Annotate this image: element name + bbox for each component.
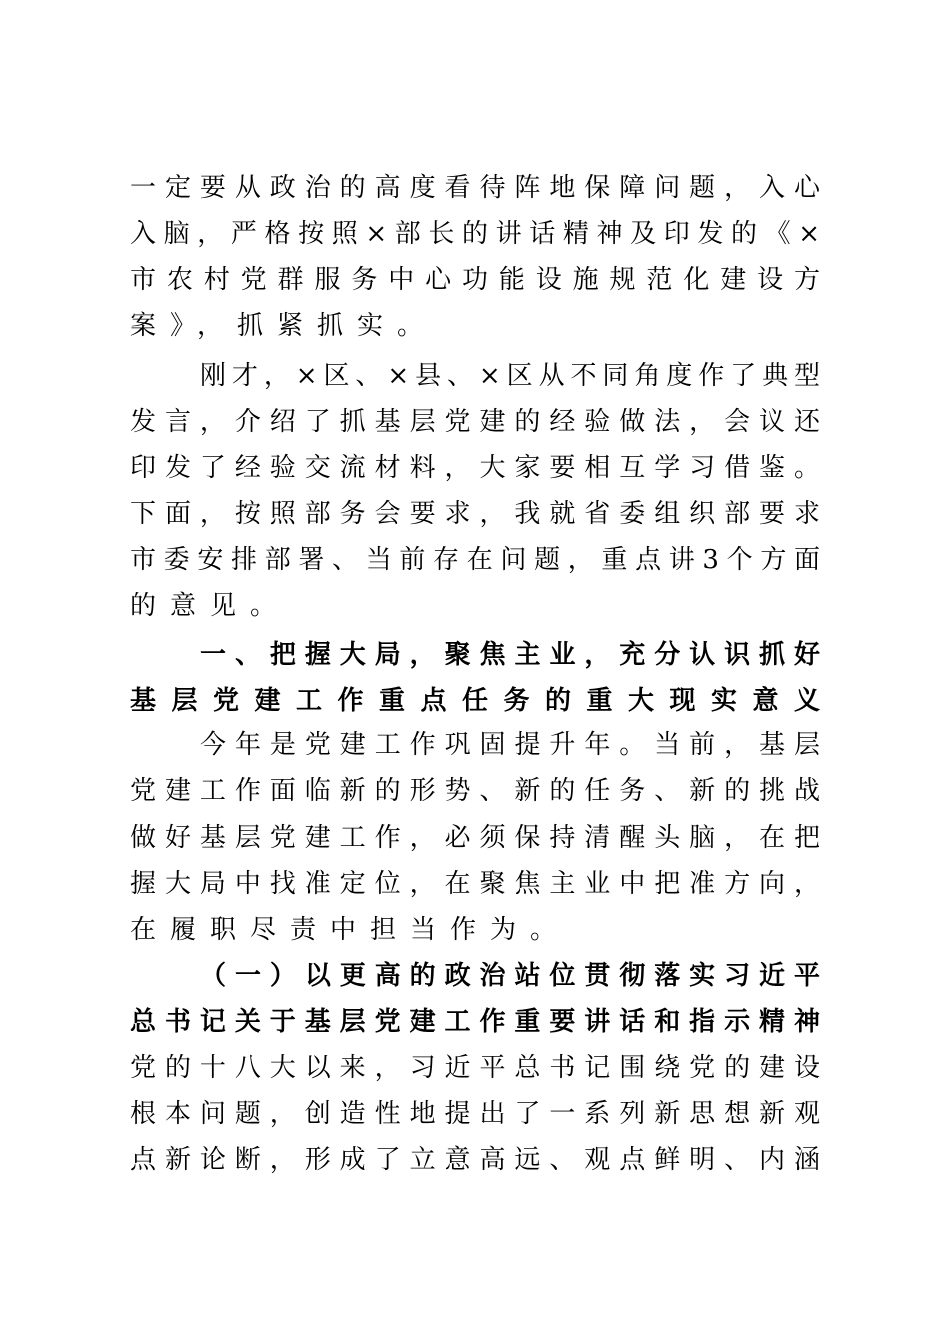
paragraph-2-line-2: 发言，介绍了抓基层党建的经验做法，会议还 [130,407,820,437]
paragraph-1-line-1: 一定要从政治的高度看待阵地保障问题，入心 [130,173,820,203]
paragraph-1-line-3: 市农村党群服务中心功能设施规范化建设方 [130,265,820,295]
paragraph-1-line-4: 案》，抓紧抓实。 [130,311,438,341]
heading-1-line-1: 一、把握大局，聚焦主业，充分认识抓好 [200,640,820,670]
paragraph-4-line-3: 点新论断，形成了立意高远、观点鲜明、内涵 [130,1145,820,1175]
paragraph-2-line-1: 刚才，×区、×县、×区从不同角度作了典型 [200,361,820,391]
paragraph-1-line-2: 入脑，严格按照×部长的讲话精神及印发的《× [130,219,820,249]
paragraph-3-line-2: 党建工作面临新的形势、新的任务、新的挑战 [130,776,820,806]
subheading-1-line-1: （一）以更高的政治站位贯彻落实习近平 [200,961,820,991]
paragraph-2-line-4: 下面，按照部务会要求，我就省委组织部要求 [130,499,820,529]
paragraph-3-line-3: 做好基层党建工作，必须保持清醒头脑，在把 [130,823,820,853]
paragraph-4-line-2: 根本问题，创造性地提出了一系列新思想新观 [130,1099,820,1129]
subheading-1-line-2: 总书记关于基层党建工作重要讲话和指示精神 [130,1007,820,1037]
heading-1-line-2: 基层党建工作重点任务的重大现实意义 [130,686,820,716]
paragraph-3-line-5: 在履职尽责中担当作为。 [130,915,571,945]
paragraph-4-line-1: 党的十八大以来，习近平总书记围绕党的建设 [130,1053,820,1083]
paragraph-3-line-4: 握大局中找准定位，在聚焦主业中把准方向， [130,869,820,899]
paragraph-2-line-5: 市委安排部署、当前存在问题，重点讲3个方面 [130,545,820,575]
paragraph-3-line-1: 今年是党建工作巩固提升年。当前，基层 [200,730,820,760]
paragraph-2-line-6: 的意见。 [130,591,291,621]
paragraph-2-line-3: 印发了经验交流材料，大家要相互学习借鉴。 [130,453,820,483]
